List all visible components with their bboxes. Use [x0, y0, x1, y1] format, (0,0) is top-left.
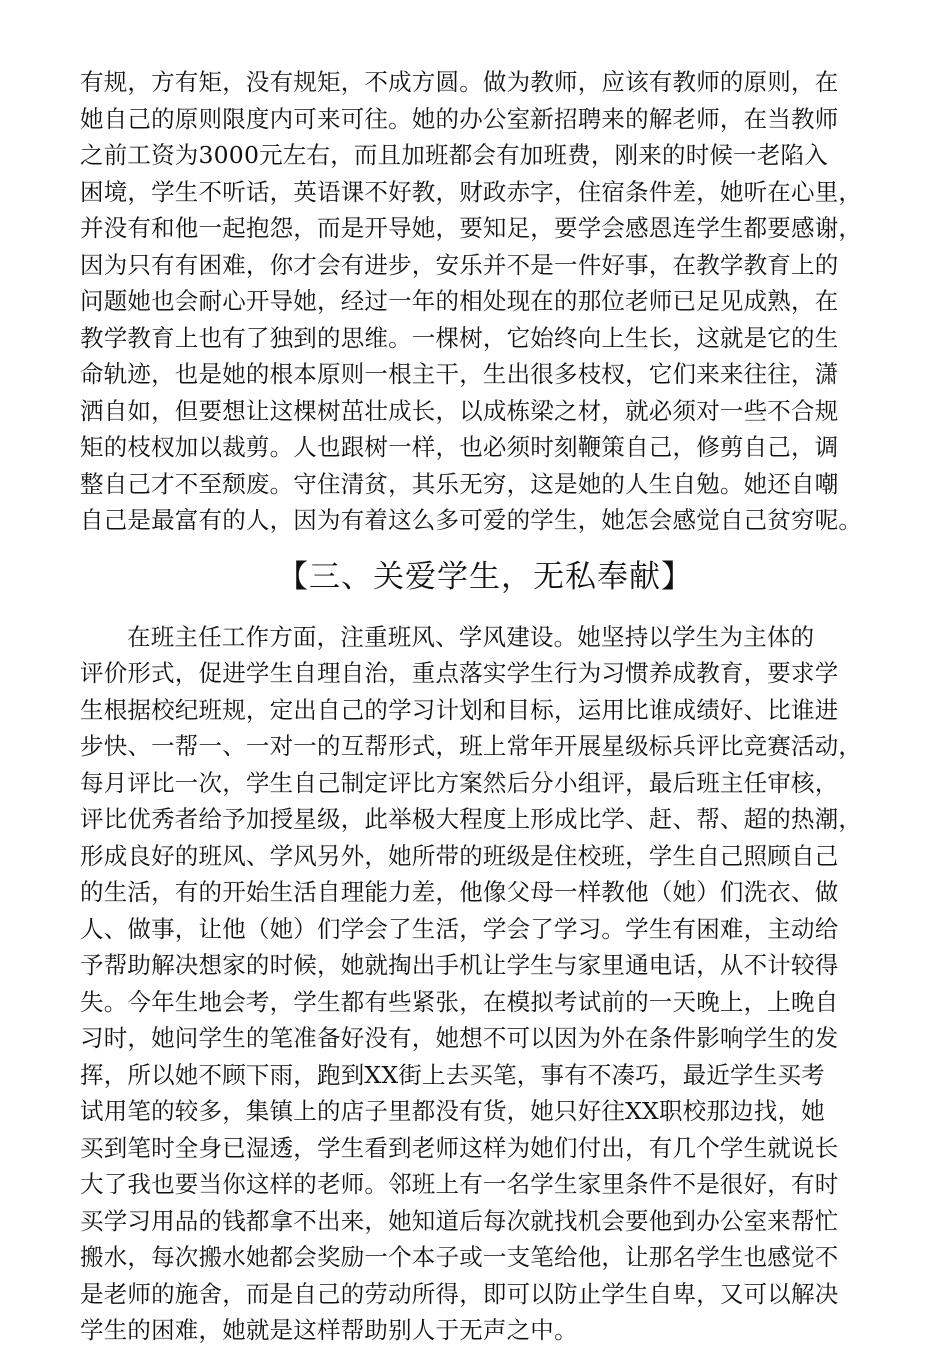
- text-line: 每月评比一次，学生自己制定评比方案然后分小组评，最后班主任审核，: [80, 768, 839, 797]
- text-line: 她自己的原则限度内可来可往。她的办公室新招聘来的解老师，在当教师: [80, 104, 839, 133]
- text-line: 整自己才不至颓废。守住清贫，其乐无穷，这是她的人生自勉。她还自嘲: [80, 469, 839, 498]
- text-line: 洒自如，但要想让这棵树茁壮成长，以成栋梁之材，就必须对一些不合规: [80, 396, 839, 425]
- text-line: 有规，方有矩，没有规矩，不成方圆。做为教师，应该有教师的原则，在: [80, 68, 839, 96]
- text-line: 并没有和他一起抱怨，而是开导她，要知足，要学会感恩连学生都要感谢，: [80, 214, 863, 242]
- text-line: 搬水，每次搬水她都会奖励一个本子或一支笔给他，让那名学生也感觉不: [80, 1243, 839, 1271]
- section-heading: 【三、关爱学生，无私奉献】: [277, 558, 693, 595]
- text-line: 评价形式，促进学生自理自治，重点落实学生行为习惯养成教育，要求学: [80, 659, 839, 687]
- text-line: 大了我也要当你这样的老师。邻班上有一名学生家里条件不是很好，有时: [80, 1170, 839, 1198]
- text-line: 买学习用品的钱都拿不出来，她知道后每次就找机会要他到办公室来帮忙: [80, 1206, 839, 1235]
- text-line: 的生活，有的开始生活自理能力差，他像父母一样教他（她）们洗衣、做: [80, 878, 839, 906]
- text-line: 生根据校纪班规，定出自己的学习计划和目标，运用比谁成绩好、比谁进: [80, 695, 839, 724]
- text-line: 习时，她问学生的笔准备好没有，她想不可以因为外在条件影响学生的发: [80, 1024, 839, 1052]
- text-line: 之前工资为3000元左右，而且加班都会有加班费，刚来的时候一老陷入: [80, 141, 828, 169]
- text-line: 教学教育上也有了独到的思维。一棵树，它始终向上生长，这就是它的生: [80, 323, 839, 352]
- paragraph-section-two-continued: [80, 64, 890, 539]
- text-line: 人、做事，让他（她）们学会了生活，学会了学习。学生有困难，主动给: [80, 914, 839, 943]
- text-line: 失。今年生地会考，学生都有些紧张，在模拟考试前的一天晚上，上晚自: [80, 987, 839, 1016]
- text-line: 试用笔的较多，集镇上的店子里都没有货，她只好往XX职校那边找，她: [80, 1097, 825, 1125]
- text-line: 形成良好的班风、学风另外，她所带的班级是住校班，学生自己照顾自己: [80, 841, 839, 870]
- text-line: 命轨迹，也是她的根本原则一根主干，生出很多枝杈，它们来来往往，潇: [80, 360, 839, 388]
- text-line: 买到笔时全身已湿透，学生看到老师这样为她们付出，有几个学生就说长: [80, 1133, 839, 1162]
- paragraph-section-three: [80, 619, 890, 1349]
- text-line: 困境，学生不听话，英语课不好教，财政赤字，住宿条件差，她听在心里，: [80, 177, 863, 206]
- text-line: 在班主任工作方面，注重班风、学风建设。她坚持以学生为主体的: [127, 622, 815, 651]
- text-line: 是老师的施舍，而是自己的劳动所得，即可以防止学生自卑，又可以解决: [80, 1279, 839, 1308]
- text-line: 步快、一帮一、一对一的互帮形式，班上常年开展星级标兵评比竞赛活动，: [80, 732, 863, 760]
- text-line: 自己是最富有的人，因为有着这么多可爱的学生，她怎会感觉自己贫穷呢。: [80, 506, 863, 534]
- text-line: 因为只有有困难，你才会有进步，安乐并不是一件好事，在教学教育上的: [80, 250, 839, 279]
- text-line: 予帮助解决想家的时候，她就掏出手机让学生与家里通电话，从不计较得: [80, 951, 839, 979]
- text-line: 评比优秀者给予加授星级，此举极大程度上形成比学、赶、帮、超的热潮，: [80, 805, 863, 833]
- document-page: [80, 64, 890, 1349]
- text-line: 学生的困难，她就是这样帮助别人于无声之中。: [80, 1316, 578, 1344]
- text-line: 问题她也会耐心开导她，经过一年的相处现在的那位老师已足见成熟，在: [80, 287, 839, 315]
- text-line: 挥，所以她不顾下雨，跑到XX街上去买笔，事有不凑巧，最近学生买考: [80, 1060, 825, 1089]
- text-line: 矩的枝杈加以裁剪。人也跟树一样，也必须时刻鞭策自己，修剪自己，调: [80, 433, 839, 461]
